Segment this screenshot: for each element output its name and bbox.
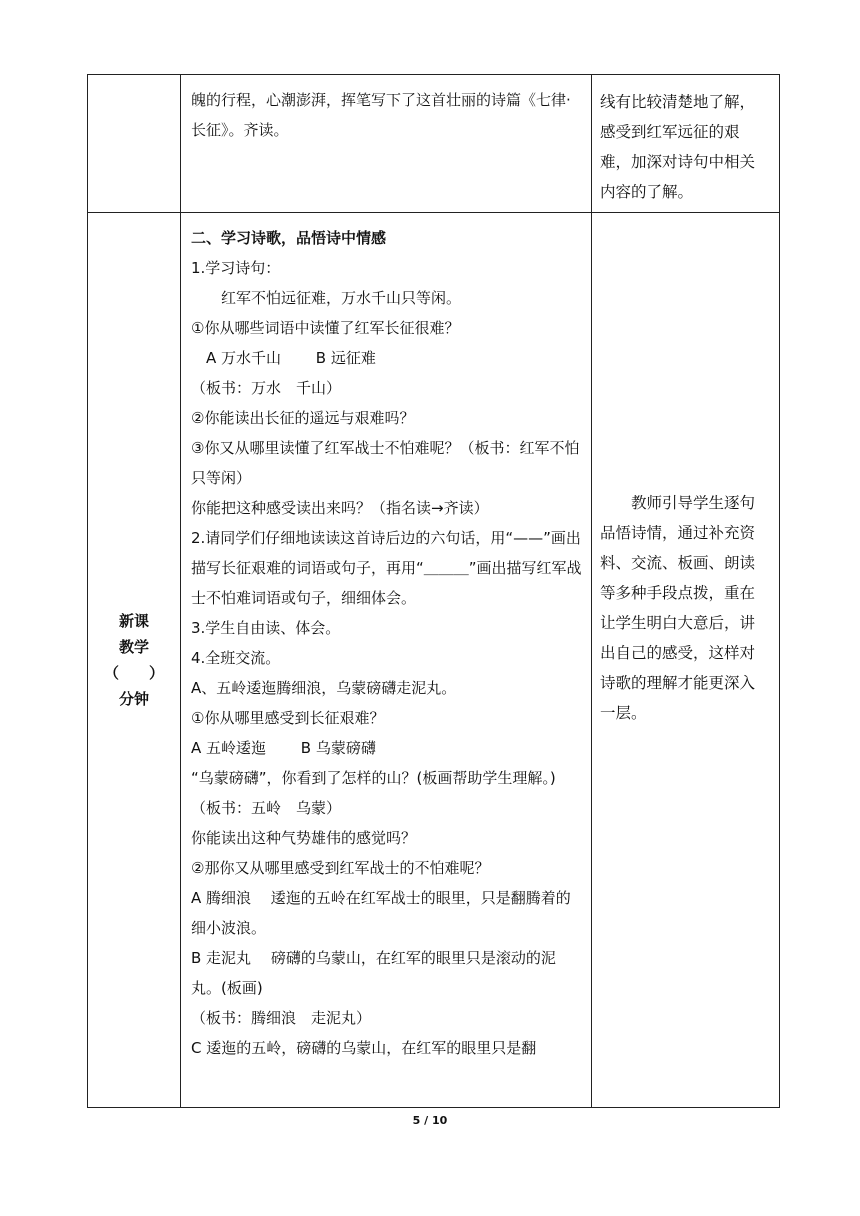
content-line: ①你从哪里感受到长征艰难？	[191, 709, 385, 727]
content-line: C 逶迤的五岭，磅礴的乌蒙山，在红军的眼里只是翻	[191, 1039, 537, 1057]
table-row	[88, 75, 780, 213]
content-line: 魄的行程，心潮澎湃，挥笔写下了这首壮丽的诗篇《七律·长征》。齐读。	[191, 91, 571, 139]
content-line: 3.学生自由读、体会。	[191, 619, 341, 637]
content-cell	[181, 213, 595, 1108]
content-line: ②你能读出长征的遥远与艰难吗？	[191, 409, 415, 427]
content-line: “乌蒙磅礴”，你看到了怎样的山？(板画帮助学生理解。)（板书：五岭 乌蒙）	[191, 769, 556, 817]
content-line: A 五岭逶迤 B 乌蒙磅礴	[191, 739, 376, 757]
content-line: 4.全班交流。	[191, 649, 281, 667]
content-line: ③你又从哪里读懂了红军战士不怕难呢？（板书：红军不怕 只等闲）	[191, 439, 595, 487]
content-line: A 腾细浪 逶迤的五岭在红军战士的眼里，只是翻腾着的细小波浪。	[191, 889, 571, 937]
design-note: 线有比较清楚地了解，感受到红军远征的艰难，加深对诗句中相关内容的了解。	[600, 93, 756, 201]
content-line: A 万水千山 B 远征难	[191, 349, 376, 367]
content-line: ①你从哪些词语中读懂了红军长征很难？	[191, 319, 460, 337]
content-line: A、五岭逶迤腾细浪，乌蒙磅礴走泥丸。	[191, 679, 457, 697]
content-line: 你能把这种感受读出来吗？（指名读→齐读）	[191, 499, 489, 517]
page-number: 5 / 10	[412, 1114, 448, 1127]
content-line: 1.学习诗句：	[191, 259, 281, 277]
stage-label	[104, 608, 164, 712]
table-row	[88, 213, 780, 1108]
stage-cell	[88, 213, 181, 1108]
content-line: （板书：万水 千山）	[191, 379, 342, 397]
content-line: B 走泥丸 磅礴的乌蒙山，在红军的眼里只是滚动的泥丸。(板画)	[191, 949, 556, 997]
content-line: 2.请同学们仔细地读读这首诗后边的六句话，用“——”画出描写长征艰难的词语或句子，再用“＿＿＿”画出描写红军战士不怕难词语或句子，细细体会。	[191, 529, 582, 607]
design-note-cell	[592, 75, 780, 213]
stage-label-line: （ ）	[103, 664, 164, 682]
content-line: ②那你又从哪里感受到红军战士的不怕难呢？	[191, 859, 490, 877]
stage-label-line: 分钟	[118, 690, 149, 708]
content-line: 红军不怕远征难，万水千山只等闲。	[191, 289, 462, 307]
design-note-cell	[592, 213, 780, 1108]
stage-label-line: 新课	[118, 612, 149, 630]
design-note: 教师引导学生逐句品悟诗情，通过补充资料、交流、板画、朗读等多种手段点拨，重在让学生明白大意后，讲出自己的感受，这样对诗歌的理解才能更深入一层。	[600, 494, 756, 722]
content-line: （板书：腾细浪 走泥丸）	[191, 1009, 372, 1027]
stage-label-line: 教学	[118, 638, 149, 656]
content-text	[181, 75, 591, 145]
content-line: 你能读出这种气势雄伟的感觉吗？	[191, 829, 417, 847]
stage-cell	[88, 75, 181, 213]
content-lines	[191, 253, 595, 1063]
content-cell	[181, 75, 592, 213]
content-text	[181, 213, 595, 1063]
section-heading: 二、学习诗歌，品悟诗中情感	[191, 229, 387, 247]
lesson-plan-table	[87, 74, 780, 1108]
